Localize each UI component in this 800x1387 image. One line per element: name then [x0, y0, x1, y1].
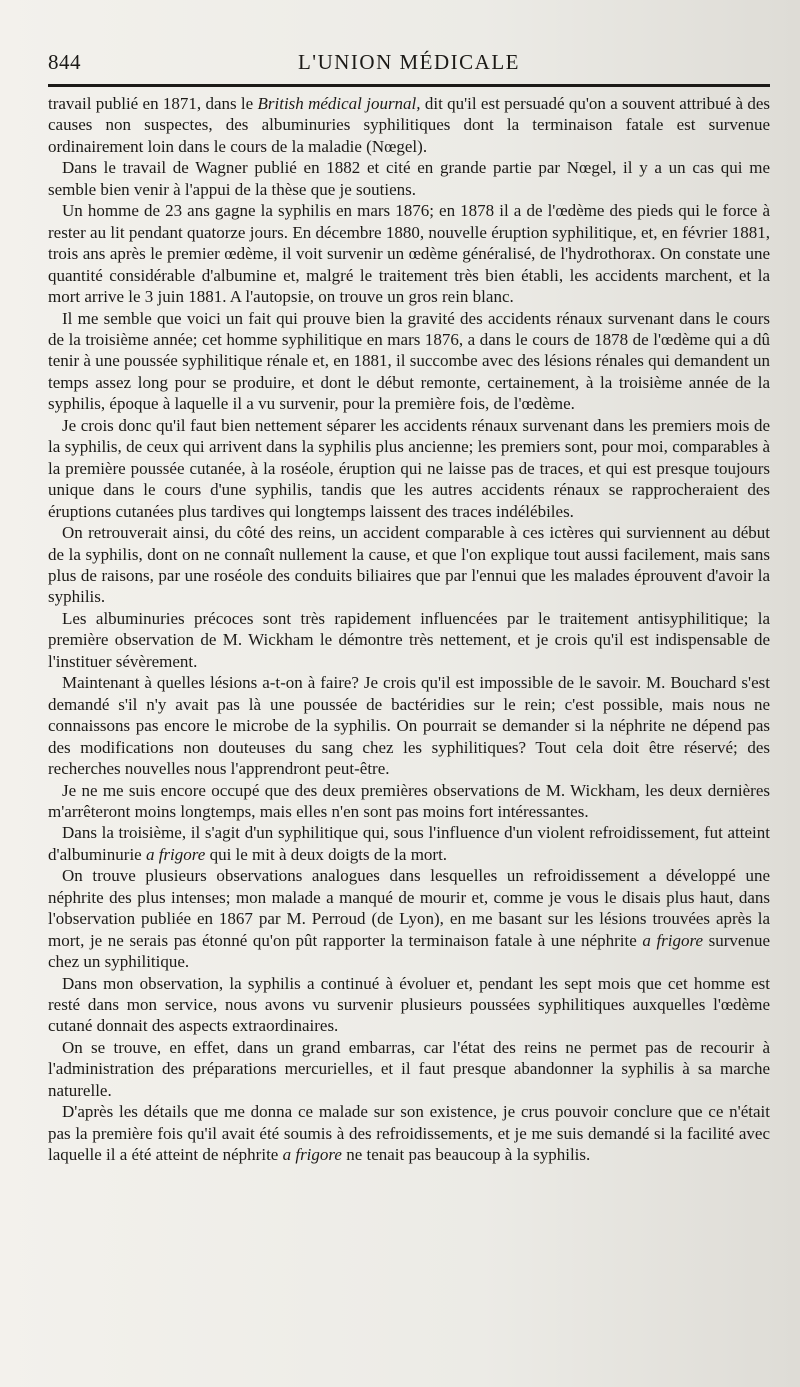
- text-run: qui le mit à deux doigts de la mort.: [205, 844, 448, 864]
- text-run: survenue chez un syphilitique.: [48, 930, 771, 972]
- paragraph-13: [48, 1037, 770, 1101]
- paragraph-3: [48, 200, 770, 307]
- paragraph-1: [48, 93, 770, 157]
- italic-text: British médical journal,: [257, 94, 421, 113]
- paragraph-8: [48, 672, 770, 779]
- paragraph-2: [48, 157, 770, 200]
- text-run: ne tenait pas beaucoup à la syphilis.: [341, 1145, 591, 1165]
- text-run: dit qu'il est persuadé qu'on a souvent attribué à des causes non suspectes, des albuminuries syphilitiques dont la terminaison fatale est survenue ordinairement loin dans le cours de la maladie (Nœgel).: [48, 94, 770, 156]
- italic-text: a frigore: [282, 1145, 342, 1165]
- italic-text: a frigore: [642, 930, 704, 950]
- paragraph-11: [48, 865, 770, 972]
- text-run: Dans le travail de Wagner publié en 1882 et cité en grande partie par Nœgel, il y a un cas qui me semble bien venir à l'appui de la thèse que je soutiens.: [48, 158, 770, 199]
- page-header: [48, 40, 770, 80]
- text-run: Un homme de 23 ans gagne la syphilis en mars 1876; en 1878 il a de l'œdème des pieds qui le force à rester au lit pendant quatorze jours. En décembre 1880, nouvelle éruption syphilitique, et, en février 1881, trois ans après le premier œdème, il voit survenir un œdème généralisé, de l'hydrothorax. On constate une quantité considérable d'albumine et, malgré le traitement très bien établi, les accidents marchent, et la mort arrive le 3 juin 1881. A l'autopsie, on trouve un gros rein blanc.: [48, 201, 770, 307]
- text-run: Dans mon observation, la syphilis a continué à évoluer et, pendant les sept mois que cet homme est resté dans mon service, nous avons vu survenir plusieurs poussées syphilitiques auxquelles l'œdème cutané donnait des aspects extraordinaires.: [48, 973, 770, 1036]
- page-number: 844: [48, 50, 81, 74]
- body-text: [48, 93, 770, 1166]
- text-run: Dans la troisième, il s'agit d'un syphilitique qui, sous l'influence d'un violent refroidissement, fut atteint d'albuminurie: [48, 823, 770, 864]
- text-run: Maintenant à quelles lésions a-t-on à faire? Je crois qu'il est impossible de le savoir. M. Bouchard s'est demandé s'il n'y avait pas là une poussée de bactéridies sur le rein; c'est possible, mais nous ne connaissons pas encore le microbe de la syphilis. On pourrait se demander si la néphrite ne dépend pas des modifications non douteuses du sang chez les syphilitiques? Tout cela doit être réservé; des recherches nouvelles nous l'apprendront peut-être.: [48, 673, 770, 779]
- paragraph-14: [48, 1101, 770, 1165]
- text-run: Je crois donc qu'il faut bien nettement séparer les accidents rénaux survenant dans les premiers mois de la syphilis, de ceux qui arrivent dans la syphilis plus ancienne; les premiers sont, pour moi, comparables à la première poussée cutanée, à la roséole, éruption qui ne laisse pas de traces, et qui est presque toujours unique dans le cours d'une syphilis, tandis que les autres accidents rénaux se rapprocheraient des éruptions cutanées plus tardives qui longtemps laissent des traces indélébiles.: [48, 415, 770, 521]
- paragraph-10: [48, 822, 770, 865]
- italic-text: a frigore: [145, 844, 206, 864]
- paragraph-4: [48, 308, 770, 415]
- text-run: D'après les détails que me donna ce malade sur son existence, je crus pouvoir conclure que ce n'était pas la première fois qu'il avait été soumis à des refroidissements, et je me suis demandé si la facilité avec laquelle il a été atteint de néphrite: [48, 1102, 770, 1165]
- text-run: travail publié en 1871, dans le: [48, 94, 258, 113]
- text-run: On retrouverait ainsi, du côté des reins, un accident comparable à ces ictères qui surviennent au début de la syphilis, dont on ne connaît nullement la cause, et que l'on explique tout aussi facilement, mais sans plus de raisons, par une roséole des conduits biliaires que par l'ennui que les malades éprouvent d'avoir la syphilis.: [48, 523, 770, 607]
- paragraph-6: [48, 522, 770, 608]
- text-run: On se trouve, en effet, dans un grand embarras, car l'état des reins ne permet pas de recourir à l'administration des préparations mercurielles, et il faut presque abandonner la syphilis à sa marche naturelle.: [48, 1037, 770, 1100]
- text-run: Il me semble que voici un fait qui prouve bien la gravité des accidents rénaux survenant dans le cours de la troisième année; cet homme syphilitique en mars 1876, a dans le cours de 1878 de l'œdème qui a dû tenir à une poussée syphilitique rénale et, en 1881, il succombe avec des lésions rénales qui demandent un temps assez long pour se produire, et dont le début remonte, certainement, à la troisième année de la syphilis, époque à laquelle il a vu survenir, pour la première fois, de l'œdème.: [48, 308, 770, 414]
- paragraph-9: [48, 780, 770, 823]
- running-title: L'UNION MÉDICALE: [297, 50, 520, 74]
- paragraph-12: [48, 973, 770, 1037]
- text-run: Les albuminuries précoces sont très rapidement influencées par le traitement antisyphilitique; la première observation de M. Wickham le démontre très nettement, et je crois qu'il est indispensable de l'instituer sévèrement.: [48, 608, 770, 671]
- text-run: Je ne me suis encore occupé que des deux premières observations de M. Wickham, les deux dernières m'arrêteront moins longtemps, mais elles n'en sont pas moins fort intéressantes.: [48, 780, 770, 821]
- paragraph-7: [48, 608, 770, 672]
- text-run: On trouve plusieurs observations analogues dans lesquelles un refroidissement a développé une néphrite des plus intenses; mon malade a manqué de mourir et, comme je vous le disais plus haut, dans l'observation publiée en 1867 par M. Perroud (de Lyon), en me basant sur les lésions trouvées après la mort, je ne serais pas étonné qu'on pût rapporter la terminaison fatale à une néphrite: [48, 866, 770, 950]
- header-rule: [48, 84, 770, 87]
- paragraph-5: [48, 415, 770, 522]
